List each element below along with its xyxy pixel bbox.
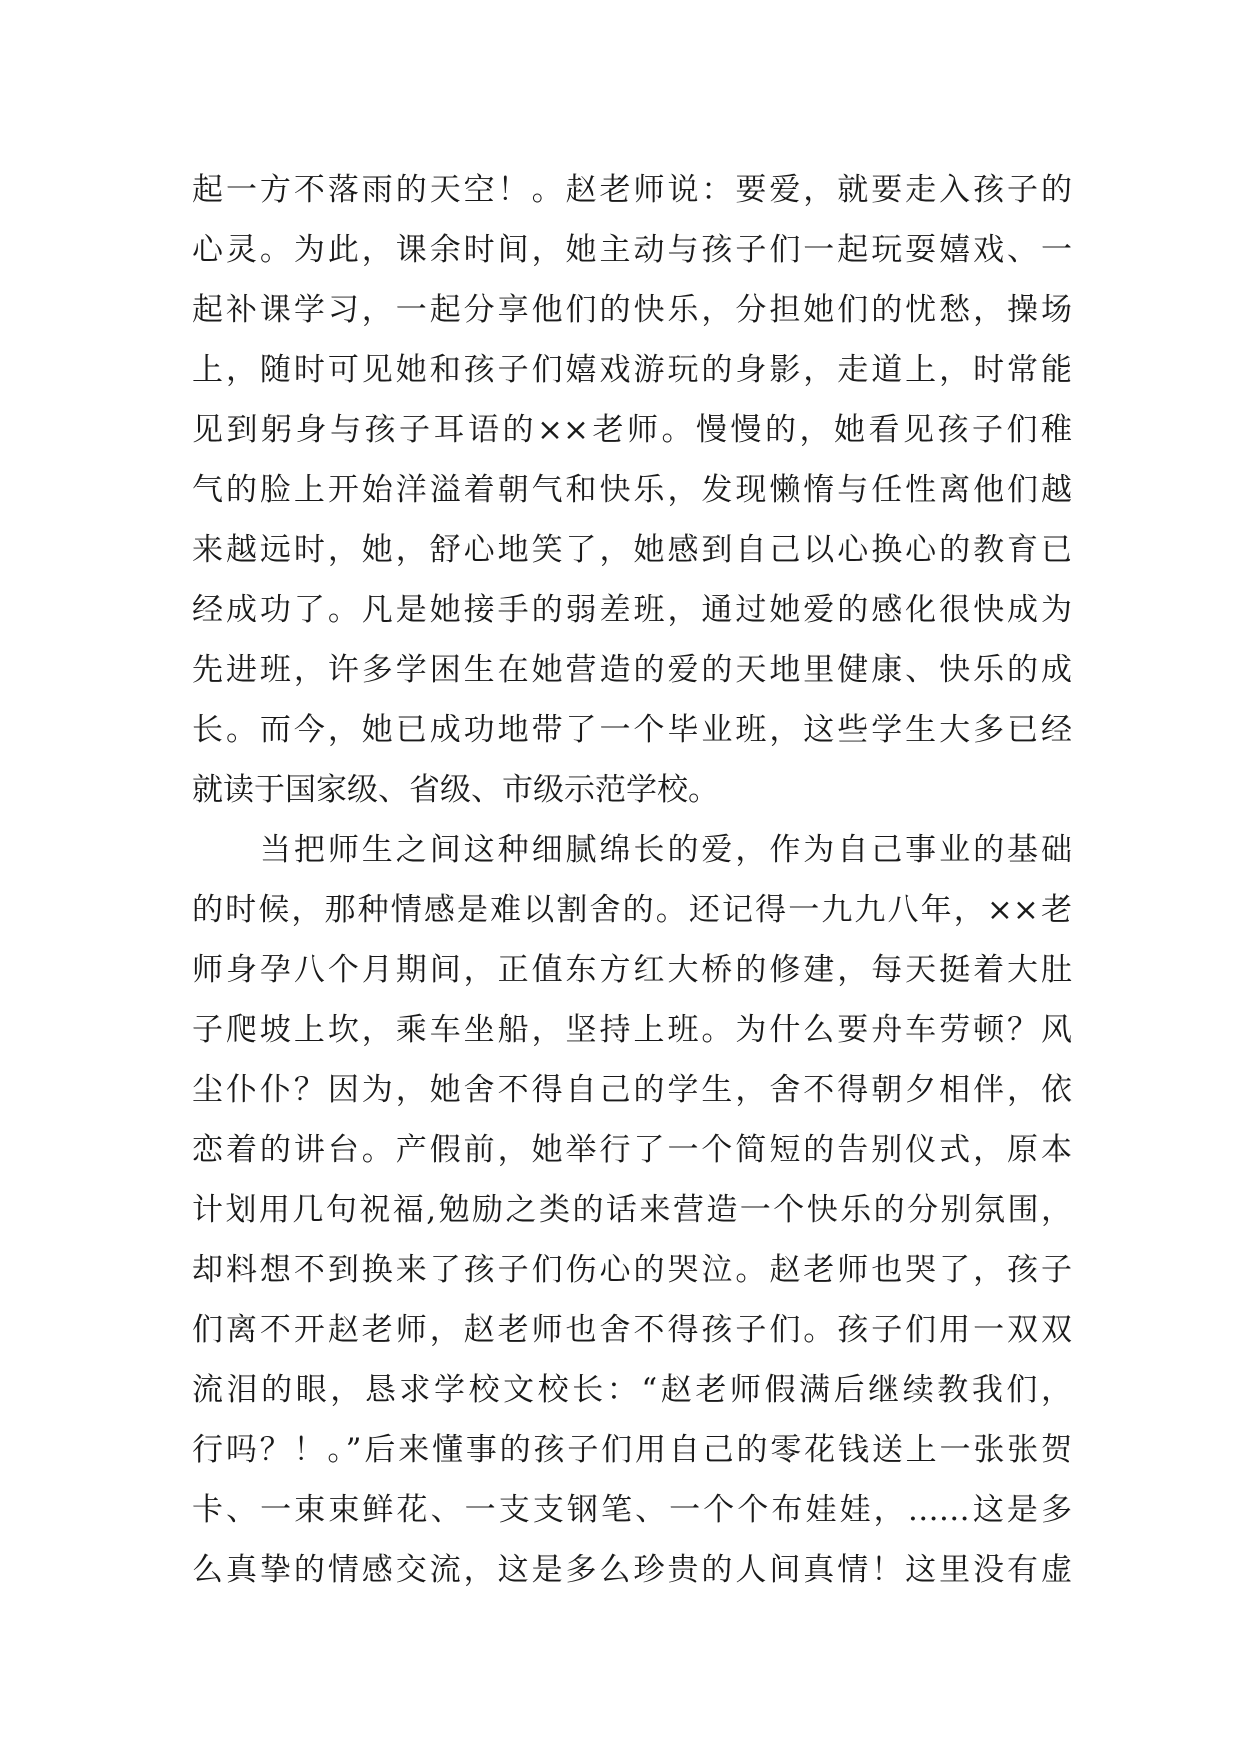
text-line: 先进班，许多学困生在她营造的爱的天地里健康、快乐的成 [192,652,1072,688]
text-line: 流泪的眼，恳求学校文校长：“赵老师假满后继续教我们， [192,1372,1072,1408]
text-line: 上，随时可见她和孩子们嬉戏游玩的身影，走道上，时常能 [192,352,1072,388]
paragraph-1 [192,160,1072,820]
text-line: 起补课学习，一起分享他们的快乐，分担她们的忧愁，操场 [192,292,1072,328]
text-line: 师身孕八个月期间，正值东方红大桥的修建，每天挺着大肚 [192,952,1072,988]
text-line: 就读于国家级、省级、市级示范学校。 [192,772,719,808]
text-line: 气的脸上开始洋溢着朝气和快乐，发现懒惰与任性离他们越 [192,472,1072,508]
text-line: 当把师生之间这种细腻绵长的爱，作为自己事业的基础 [192,832,1072,868]
text-line: 心灵。为此，课余时间，她主动与孩子们一起玩耍嬉戏、一 [192,232,1072,268]
text-line: 的时候，那种情感是难以割舍的。还记得一九九八年，××老 [192,892,1072,928]
text-line: 起一方不落雨的天空！。赵老师说：要爱，就要走入孩子的 [192,172,1072,208]
text-line: 们离不开赵老师，赵老师也舍不得孩子们。孩子们用一双双 [192,1312,1072,1348]
text-line: 子爬坡上坎，乘车坐船，坚持上班。为什么要舟车劳顿？风 [192,1012,1072,1048]
text-line: 见到躬身与孩子耳语的××老师。慢慢的，她看见孩子们稚 [192,412,1072,448]
text-line: 长。而今，她已成功地带了一个毕业班，这些学生大多已经 [192,712,1072,748]
text-line: 却料想不到换来了孩子们伤心的哭泣。赵老师也哭了，孩子 [192,1252,1072,1288]
text-line: 尘仆仆？因为，她舍不得自己的学生，舍不得朝夕相伴，依 [192,1072,1072,1108]
text-line: 计划用几句祝福,勉励之类的话来营造一个快乐的分别氛围， [192,1192,1072,1228]
text-line: 么真挚的情感交流，这是多么珍贵的人间真情！这里没有虚 [192,1552,1072,1588]
text-line: 经成功了。凡是她接手的弱差班，通过她爱的感化很快成为 [192,592,1072,628]
body-text [192,160,1072,1600]
text-line: 来越远时，她，舒心地笑了，她感到自己以心换心的教育已 [192,532,1072,568]
paragraph-2 [192,820,1072,1600]
text-line: 恋着的讲台。产假前，她举行了一个简短的告别仪式，原本 [192,1132,1072,1168]
text-line: 行吗？！。”后来懂事的孩子们用自己的零花钱送上一张张贺 [192,1432,1072,1468]
text-line: 卡、一束束鲜花、一支支钢笔、一个个布娃娃，……这是多 [192,1492,1072,1528]
